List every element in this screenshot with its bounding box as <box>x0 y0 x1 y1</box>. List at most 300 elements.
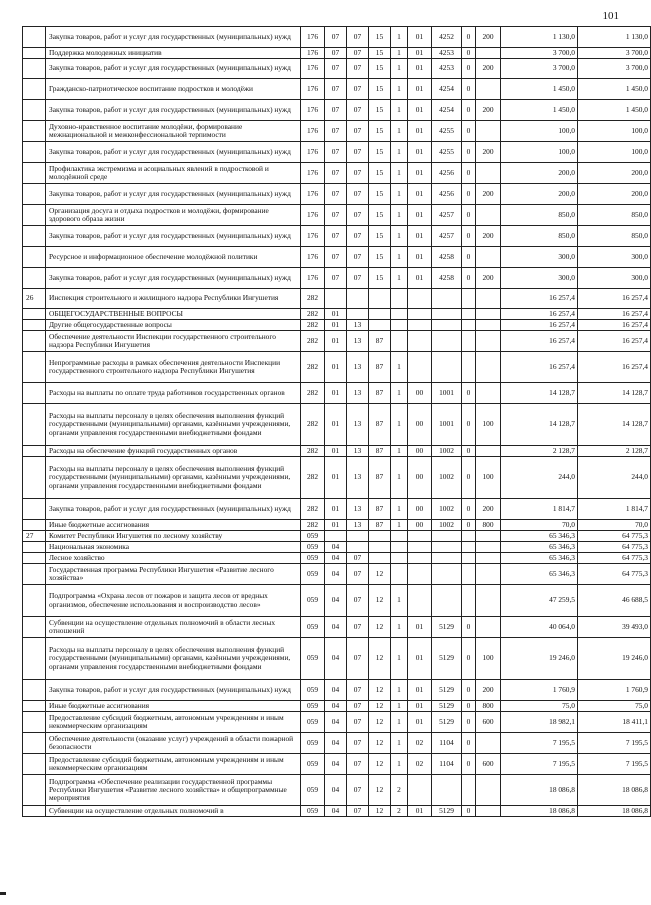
table-row <box>23 638 651 680</box>
code-ministry: 282 <box>301 520 325 531</box>
table-row <box>23 320 651 331</box>
amount-year-2: 19 246,0 <box>578 638 651 680</box>
table-row <box>23 520 651 531</box>
code-direction <box>432 331 462 352</box>
code-program: 87 <box>369 457 391 499</box>
table-row <box>23 446 651 457</box>
row-name: Государственная программа Республики Ингушетия «Развитие лесного хозяйства» <box>46 564 301 585</box>
code-event: 01 <box>408 247 432 268</box>
table-row <box>23 754 651 775</box>
amount-year-2: 18 411,1 <box>578 712 651 733</box>
row-number <box>23 775 46 806</box>
code-subsection: 07 <box>347 712 369 733</box>
row-number <box>23 520 46 531</box>
code-subsection: 13 <box>347 404 369 446</box>
row-number <box>23 59 46 79</box>
code-ministry: 176 <box>301 247 325 268</box>
code-section: 04 <box>325 564 347 585</box>
code-direction: 4253 <box>432 59 462 79</box>
row-name: Лесное хозяйство <box>46 553 301 564</box>
amount-year-1: 1 130,0 <box>501 27 578 48</box>
code-ministry: 282 <box>301 320 325 331</box>
code-ministry: 059 <box>301 542 325 553</box>
row-name: Духовно-нравственное воспитание молодёжи, формирование межнациональной и межконфессиональной терпимости <box>46 121 301 142</box>
code-expense-type <box>476 289 501 309</box>
code-program: 15 <box>369 205 391 226</box>
code-subsection <box>347 531 369 542</box>
code-digit: 0 <box>462 754 476 775</box>
code-expense-type <box>476 383 501 404</box>
code-ministry: 059 <box>301 806 325 817</box>
code-event: 01 <box>408 48 432 59</box>
table-row <box>23 585 651 617</box>
code-subsection: 07 <box>347 638 369 680</box>
code-ministry: 059 <box>301 553 325 564</box>
amount-year-2: 3 700,0 <box>578 59 651 79</box>
amount-year-1: 16 257,4 <box>501 331 578 352</box>
code-program: 15 <box>369 100 391 121</box>
amount-year-1: 65 346,3 <box>501 542 578 553</box>
code-subsection: 07 <box>347 121 369 142</box>
code-subsection: 07 <box>347 268 369 289</box>
code-ministry: 176 <box>301 48 325 59</box>
code-program: 15 <box>369 27 391 48</box>
row-name: Непрограммные расходы в рамках обеспечения деятельности Инспекции государственного строительного надзора Республики Ингушетия <box>46 352 301 383</box>
code-section: 07 <box>325 100 347 121</box>
row-name: Поддержка молодежных инициатив <box>46 48 301 59</box>
code-expense-type <box>476 247 501 268</box>
row-name: Субвенции на осуществление отдельных полномочий в <box>46 806 301 817</box>
row-name: Обеспечение деятельности (оказание услуг) учреждений в области пожарной безопасности <box>46 733 301 754</box>
row-name: Закупка товаров, работ и услуг для государственных (муниципальных) нужд <box>46 226 301 247</box>
code-ministry: 059 <box>301 680 325 701</box>
amount-year-1: 2 128,7 <box>501 446 578 457</box>
table-row <box>23 289 651 309</box>
code-digit <box>462 309 476 320</box>
row-number <box>23 268 46 289</box>
table-row <box>23 163 651 184</box>
row-number <box>23 542 46 553</box>
code-expense-type <box>476 553 501 564</box>
row-name: Закупка товаров, работ и услуг для государственных (муниципальных) нужд <box>46 680 301 701</box>
code-expense-type <box>476 309 501 320</box>
code-section: 04 <box>325 701 347 712</box>
amount-year-1: 850,0 <box>501 205 578 226</box>
code-section: 07 <box>325 226 347 247</box>
code-program: 12 <box>369 775 391 806</box>
row-name: Иные бюджетные ассигнования <box>46 701 301 712</box>
code-program: 15 <box>369 247 391 268</box>
code-ministry: 059 <box>301 775 325 806</box>
code-subprogram: 1 <box>391 247 408 268</box>
code-direction: 4258 <box>432 268 462 289</box>
row-number <box>23 352 46 383</box>
code-direction: 1002 <box>432 520 462 531</box>
code-expense-type: 100 <box>476 638 501 680</box>
code-program: 12 <box>369 680 391 701</box>
code-subsection: 13 <box>347 499 369 520</box>
code-digit: 0 <box>462 806 476 817</box>
code-section: 01 <box>325 309 347 320</box>
code-event: 01 <box>408 79 432 100</box>
code-ministry: 282 <box>301 309 325 320</box>
code-direction: 5129 <box>432 638 462 680</box>
row-name: Ресурсное и информационное обеспечение молодёжной политики <box>46 247 301 268</box>
amount-year-2: 39 493,0 <box>578 617 651 638</box>
amount-year-2: 244,0 <box>578 457 651 499</box>
table-row <box>23 457 651 499</box>
code-digit <box>462 352 476 383</box>
code-subprogram: 1 <box>391 712 408 733</box>
code-program: 87 <box>369 352 391 383</box>
code-digit: 0 <box>462 226 476 247</box>
code-ministry: 282 <box>301 289 325 309</box>
table-row <box>23 701 651 712</box>
code-digit: 0 <box>462 701 476 712</box>
code-event: 01 <box>408 27 432 48</box>
code-subsection: 13 <box>347 331 369 352</box>
code-subsection: 07 <box>347 247 369 268</box>
code-subprogram: 1 <box>391 754 408 775</box>
code-ministry: 059 <box>301 712 325 733</box>
code-subprogram: 2 <box>391 806 408 817</box>
code-direction <box>432 309 462 320</box>
code-program: 12 <box>369 701 391 712</box>
code-subsection: 07 <box>347 59 369 79</box>
code-subsection: 07 <box>347 205 369 226</box>
code-direction: 5129 <box>432 806 462 817</box>
code-ministry: 059 <box>301 617 325 638</box>
code-event: 01 <box>408 121 432 142</box>
table-row <box>23 712 651 733</box>
code-event <box>408 531 432 542</box>
code-event: 01 <box>408 184 432 205</box>
code-digit: 0 <box>462 446 476 457</box>
amount-year-2: 75,0 <box>578 701 651 712</box>
row-number <box>23 247 46 268</box>
amount-year-2: 64 775,3 <box>578 531 651 542</box>
code-subsection: 13 <box>347 520 369 531</box>
code-event: 00 <box>408 404 432 446</box>
code-digit <box>462 564 476 585</box>
table-row <box>23 268 651 289</box>
code-digit <box>462 553 476 564</box>
code-ministry: 282 <box>301 331 325 352</box>
row-number <box>23 331 46 352</box>
row-name: Предоставление субсидий бюджетным, автономным учреждениям и иным некоммерческим организациям <box>46 712 301 733</box>
amount-year-1: 7 195,5 <box>501 733 578 754</box>
code-event: 00 <box>408 499 432 520</box>
code-subprogram: 1 <box>391 205 408 226</box>
code-subsection: 07 <box>347 100 369 121</box>
code-subprogram <box>391 553 408 564</box>
code-section: 04 <box>325 806 347 817</box>
code-expense-type <box>476 48 501 59</box>
row-number <box>23 457 46 499</box>
code-program: 12 <box>369 564 391 585</box>
code-direction: 1104 <box>432 733 462 754</box>
row-name: Закупка товаров, работ и услуг для государственных (муниципальных) нужд <box>46 100 301 121</box>
table-row <box>23 383 651 404</box>
table-row <box>23 121 651 142</box>
row-name: Обеспечение деятельности Инспекции государственного строительного надзора Республики Ингушетия <box>46 331 301 352</box>
table-row <box>23 205 651 226</box>
code-program: 87 <box>369 446 391 457</box>
code-expense-type: 100 <box>476 404 501 446</box>
amount-year-1: 850,0 <box>501 226 578 247</box>
amount-year-1: 47 259,5 <box>501 585 578 617</box>
row-name: Профилактика экстремизма и асоциальных явлений в подростковой и молодёжной среде <box>46 163 301 184</box>
code-event: 02 <box>408 733 432 754</box>
row-name: Расходы на обеспечение функций государственных органов <box>46 446 301 457</box>
code-section: 04 <box>325 638 347 680</box>
code-subprogram: 1 <box>391 585 408 617</box>
table-row <box>23 27 651 48</box>
code-expense-type: 600 <box>476 754 501 775</box>
amount-year-1: 3 700,0 <box>501 59 578 79</box>
row-number <box>23 617 46 638</box>
code-expense-type: 800 <box>476 520 501 531</box>
code-section: 01 <box>325 520 347 531</box>
code-subsection <box>347 309 369 320</box>
code-subprogram: 1 <box>391 383 408 404</box>
code-section: 07 <box>325 163 347 184</box>
amount-year-2: 7 195,5 <box>578 733 651 754</box>
code-expense-type <box>476 79 501 100</box>
row-name: Закупка товаров, работ и услуг для государственных (муниципальных) нужд <box>46 499 301 520</box>
code-ministry: 282 <box>301 383 325 404</box>
amount-year-2: 7 195,5 <box>578 754 651 775</box>
code-event <box>408 320 432 331</box>
amount-year-1: 100,0 <box>501 121 578 142</box>
amount-year-2: 14 128,7 <box>578 404 651 446</box>
row-name: Подпрограмма «Обеспечение реализации государственной программы Республики Ингушетия «Развитие лесного хозяйства» и общепрограммные мероприятия <box>46 775 301 806</box>
code-direction: 5129 <box>432 617 462 638</box>
code-program: 12 <box>369 617 391 638</box>
code-section: 07 <box>325 59 347 79</box>
code-event: 00 <box>408 520 432 531</box>
amount-year-2: 100,0 <box>578 121 651 142</box>
code-digit <box>462 320 476 331</box>
code-subprogram <box>391 320 408 331</box>
code-direction: 4253 <box>432 48 462 59</box>
row-name: Организация досуга и отдыха подростков и молодёжи, формирование здорового образа жизни <box>46 205 301 226</box>
code-direction: 4255 <box>432 121 462 142</box>
code-subsection: 13 <box>347 383 369 404</box>
code-digit: 0 <box>462 404 476 446</box>
code-digit <box>462 531 476 542</box>
amount-year-1: 14 128,7 <box>501 383 578 404</box>
amount-year-2: 16 257,4 <box>578 320 651 331</box>
code-section: 07 <box>325 268 347 289</box>
code-subprogram: 1 <box>391 268 408 289</box>
code-subsection: 07 <box>347 680 369 701</box>
code-program <box>369 531 391 542</box>
row-number <box>23 701 46 712</box>
code-subsection: 07 <box>347 553 369 564</box>
code-ministry: 282 <box>301 457 325 499</box>
code-subsection: 07 <box>347 733 369 754</box>
code-section: 07 <box>325 27 347 48</box>
row-name: Субвенции на осуществление отдельных полномочий в области лесных отношений <box>46 617 301 638</box>
amount-year-1: 65 346,3 <box>501 553 578 564</box>
row-name: Закупка товаров, работ и услуг для государственных (муниципальных) нужд <box>46 27 301 48</box>
row-number <box>23 806 46 817</box>
code-digit: 0 <box>462 247 476 268</box>
code-program: 87 <box>369 404 391 446</box>
code-event: 01 <box>408 680 432 701</box>
row-number <box>23 142 46 163</box>
code-ministry: 176 <box>301 27 325 48</box>
code-subsection: 07 <box>347 142 369 163</box>
code-subsection: 07 <box>347 754 369 775</box>
code-event <box>408 553 432 564</box>
code-expense-type <box>476 585 501 617</box>
code-direction: 1002 <box>432 499 462 520</box>
row-name: Расходы на выплаты персоналу в целях обеспечения выполнения функций государственными (муниципальными) органами, казёнными учреждениями, органами управления государственными внебюджетными фондами <box>46 638 301 680</box>
code-direction <box>432 320 462 331</box>
table-row <box>23 806 651 817</box>
code-program: 12 <box>369 754 391 775</box>
amount-year-2: 16 257,4 <box>578 289 651 309</box>
row-name: Другие общегосударственные вопросы <box>46 320 301 331</box>
code-section: 04 <box>325 680 347 701</box>
code-digit: 0 <box>462 638 476 680</box>
code-event: 00 <box>408 383 432 404</box>
row-name: Национальная экономика <box>46 542 301 553</box>
code-digit: 0 <box>462 48 476 59</box>
code-expense-type: 200 <box>476 268 501 289</box>
code-ministry: 059 <box>301 638 325 680</box>
code-section <box>325 531 347 542</box>
code-ministry: 059 <box>301 733 325 754</box>
code-subsection: 07 <box>347 79 369 100</box>
code-digit: 0 <box>462 163 476 184</box>
code-subprogram <box>391 531 408 542</box>
code-event: 01 <box>408 163 432 184</box>
code-section: 07 <box>325 142 347 163</box>
code-ministry: 176 <box>301 226 325 247</box>
code-subsection: 07 <box>347 226 369 247</box>
code-ministry: 282 <box>301 404 325 446</box>
code-section: 07 <box>325 48 347 59</box>
code-section: 01 <box>325 446 347 457</box>
code-subprogram: 1 <box>391 617 408 638</box>
code-section: 07 <box>325 79 347 100</box>
row-number <box>23 585 46 617</box>
amount-year-1: 300,0 <box>501 247 578 268</box>
code-section: 01 <box>325 404 347 446</box>
code-digit: 0 <box>462 617 476 638</box>
row-number <box>23 553 46 564</box>
code-digit: 0 <box>462 733 476 754</box>
code-event: 00 <box>408 457 432 499</box>
amount-year-1: 16 257,4 <box>501 320 578 331</box>
code-direction: 4254 <box>432 79 462 100</box>
amount-year-2: 46 688,5 <box>578 585 651 617</box>
code-direction: 4252 <box>432 27 462 48</box>
amount-year-1: 1 760,9 <box>501 680 578 701</box>
code-subprogram <box>391 309 408 320</box>
code-ministry: 059 <box>301 585 325 617</box>
row-number <box>23 79 46 100</box>
code-digit: 0 <box>462 59 476 79</box>
code-direction: 4254 <box>432 100 462 121</box>
code-event <box>408 331 432 352</box>
code-direction: 1002 <box>432 457 462 499</box>
code-subprogram: 1 <box>391 59 408 79</box>
code-subprogram: 1 <box>391 680 408 701</box>
row-number <box>23 754 46 775</box>
code-program: 15 <box>369 184 391 205</box>
code-subsection: 07 <box>347 701 369 712</box>
code-section: 07 <box>325 184 347 205</box>
row-number <box>23 309 46 320</box>
code-expense-type <box>476 806 501 817</box>
amount-year-1: 100,0 <box>501 142 578 163</box>
code-digit <box>462 542 476 553</box>
table-row <box>23 499 651 520</box>
code-subprogram: 1 <box>391 446 408 457</box>
code-digit <box>462 775 476 806</box>
code-subsection: 07 <box>347 806 369 817</box>
code-subsection: 07 <box>347 617 369 638</box>
code-ministry: 176 <box>301 163 325 184</box>
code-direction: 4257 <box>432 226 462 247</box>
code-subprogram <box>391 564 408 585</box>
code-program: 12 <box>369 806 391 817</box>
code-subprogram <box>391 542 408 553</box>
amount-year-1: 244,0 <box>501 457 578 499</box>
amount-year-1: 65 346,3 <box>501 531 578 542</box>
code-ministry: 176 <box>301 142 325 163</box>
code-digit: 0 <box>462 100 476 121</box>
code-direction <box>432 352 462 383</box>
amount-year-2: 1 130,0 <box>578 27 651 48</box>
code-digit: 0 <box>462 27 476 48</box>
code-program <box>369 320 391 331</box>
amount-year-1: 14 128,7 <box>501 404 578 446</box>
code-expense-type <box>476 733 501 754</box>
code-subsection: 13 <box>347 457 369 499</box>
code-program: 15 <box>369 163 391 184</box>
row-number <box>23 163 46 184</box>
table-row <box>23 100 651 121</box>
code-program: 15 <box>369 59 391 79</box>
code-event: 01 <box>408 268 432 289</box>
code-expense-type <box>476 121 501 142</box>
code-event <box>408 352 432 383</box>
amount-year-2: 18 086,8 <box>578 806 651 817</box>
amount-year-2: 16 257,4 <box>578 331 651 352</box>
table-row <box>23 542 651 553</box>
amount-year-1: 40 064,0 <box>501 617 578 638</box>
code-ministry: 176 <box>301 100 325 121</box>
table-row <box>23 184 651 205</box>
amount-year-1: 70,0 <box>501 520 578 531</box>
code-ministry: 176 <box>301 268 325 289</box>
code-ministry: 059 <box>301 564 325 585</box>
amount-year-2: 16 257,4 <box>578 352 651 383</box>
row-name: Гражданско-патриотическое воспитание подростков и молодёжи <box>46 79 301 100</box>
code-expense-type: 200 <box>476 100 501 121</box>
code-event <box>408 309 432 320</box>
row-number <box>23 226 46 247</box>
amount-year-2: 1 450,0 <box>578 100 651 121</box>
code-program <box>369 289 391 309</box>
row-name: Закупка товаров, работ и услуг для государственных (муниципальных) нужд <box>46 268 301 289</box>
table-row <box>23 531 651 542</box>
